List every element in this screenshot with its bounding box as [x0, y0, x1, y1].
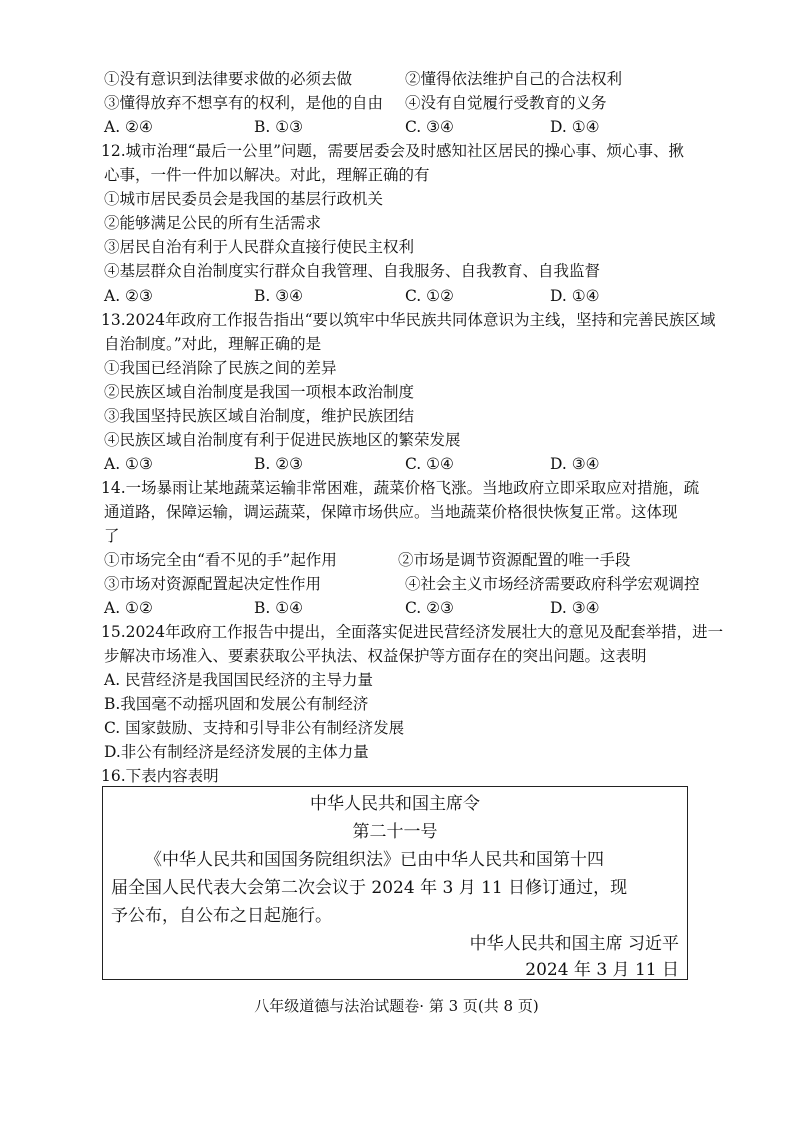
- q12-stem-line-2: 心事，一件一件加以解决。对此，理解正确的有: [104, 166, 430, 184]
- q13-option-b: B. ②③: [254, 455, 304, 473]
- q13-statement-3: ③我国坚持民族区域自治制度，维护民族团结: [104, 407, 415, 425]
- q15-option-b: B.我国毫不动摇巩固和发展公有制经济: [104, 695, 369, 713]
- q12-option-c: C. ①②: [405, 287, 454, 305]
- q13-statement-2: ②民族区域自治制度是我国一项根本政治制度: [104, 383, 415, 401]
- q12-option-b: B. ③④: [254, 287, 304, 305]
- q12-statement-1: ①城市居民委员会是我国的基层行政机关: [104, 190, 384, 208]
- q12-statement-3: ③居民自治有利于人民群众直接行使民主权利: [104, 238, 415, 256]
- q12-option-d: D. ①④: [550, 287, 600, 305]
- q16-stem: 16.下表内容表明: [101, 767, 219, 785]
- q12-statement-2: ②能够满足公民的所有生活需求: [104, 214, 322, 232]
- q11-option-b: B. ①③: [254, 118, 304, 136]
- q11-statement-1: ①没有意识到法律要求做的必须去做: [104, 70, 353, 88]
- q11-option-d: D. ①④: [550, 118, 600, 136]
- q13-stem-line-2: 自治制度。”对此，理解正确的是: [104, 335, 322, 353]
- q14-statement-4: ④社会主义市场经济需要政府科学宏观调控: [405, 575, 700, 593]
- q11-statement-3: ③懂得放弃不想享有的权利，是他的自由: [104, 94, 384, 112]
- notice-signer: 中华人民共和国主席 习近平: [469, 934, 679, 954]
- q13-option-d: D. ③④: [550, 455, 600, 473]
- notice-title: 中华人民共和国主席令: [310, 794, 480, 814]
- q12-stem-line-1: 12.城市治理“最后一公里”问题，需要居委会及时感知社区居民的操心事、烦心事、揪: [101, 142, 685, 160]
- q13-statement-1: ①我国已经消除了民族之间的差异: [104, 359, 337, 377]
- q14-stem-line-2: 通道路，保障运输，调运蔬菜，保障市场供应。当地蔬菜价格很快恢复正常。这体现: [104, 503, 678, 521]
- q14-option-c: C. ②③: [405, 599, 454, 617]
- q14-stem-line-3: 了: [104, 527, 120, 545]
- q14-option-a: A. ①②: [104, 599, 153, 617]
- q14-statement-1: ①市场完全由“看不见的手”起作用: [104, 551, 337, 569]
- q13-statement-4: ④民族区域自治制度有利于促进民族地区的繁荣发展: [104, 431, 461, 449]
- q15-stem-line-2: 步解决市场准入、要素获取公平执法、权益保护等方面存在的突出问题。这表明: [104, 647, 647, 665]
- q12-option-a: A. ②③: [104, 287, 153, 305]
- q13-option-a: A. ①③: [104, 455, 153, 473]
- q11-option-a: A. ②④: [104, 118, 153, 136]
- page-footer: 八年级道德与法治试题卷· 第 3 页(共 8 页): [254, 997, 539, 1015]
- notice-body-line-1: 《中华人民共和国国务院组织法》已由中华人民共和国第十四: [145, 850, 604, 870]
- q13-stem-line-1: 13.2024年政府工作报告指出“要以筑牢中华民族共同体意识为主线，坚持和完善民族区域: [101, 311, 716, 329]
- q14-option-d: D. ③④: [550, 599, 600, 617]
- q11-statement-2: ②懂得依法维护自己的合法权利: [405, 70, 623, 88]
- q13-option-c: C. ①④: [405, 455, 454, 473]
- q14-option-b: B. ①④: [254, 599, 304, 617]
- q14-stem-line-1: 14.一场暴雨让某地蔬菜运输非常困难，蔬菜价格飞涨。当地政府立即采取应对措施，疏: [101, 479, 700, 497]
- presidential-order-box: [102, 786, 688, 980]
- q14-statement-3: ③市场对资源配置起决定性作用: [104, 575, 322, 593]
- q15-stem-line-1: 15.2024年政府工作报告中提出，全面落实促进民营经济发展壮大的意见及配套举措，进一: [101, 623, 724, 641]
- notice-number: 第二十一号: [352, 822, 438, 842]
- notice-date: 2024 年 3 月 11 日: [525, 960, 679, 980]
- notice-body-line-3: 予公布，自公布之日起施行。: [111, 906, 332, 926]
- q15-option-a: A. 民营经济是我国国民经济的主导力量: [104, 671, 374, 689]
- q14-statement-2: ②市场是调节资源配置的唯一手段: [398, 551, 631, 569]
- q11-statement-4: ④没有自觉履行受教育的义务: [405, 94, 607, 112]
- notice-body-line-2: 届全国人民代表大会第二次会议于 2024 年 3 月 11 日修订通过，现: [111, 878, 628, 898]
- q15-option-d: D.非公有制经济是经济发展的主体力量: [104, 743, 369, 761]
- q12-statement-4: ④基层群众自治制度实行群众自我管理、自我服务、自我教育、自我监督: [104, 262, 601, 280]
- q11-option-c: C. ③④: [405, 118, 454, 136]
- q15-option-c: C. 国家鼓励、支持和引导非公有制经济发展: [104, 719, 405, 737]
